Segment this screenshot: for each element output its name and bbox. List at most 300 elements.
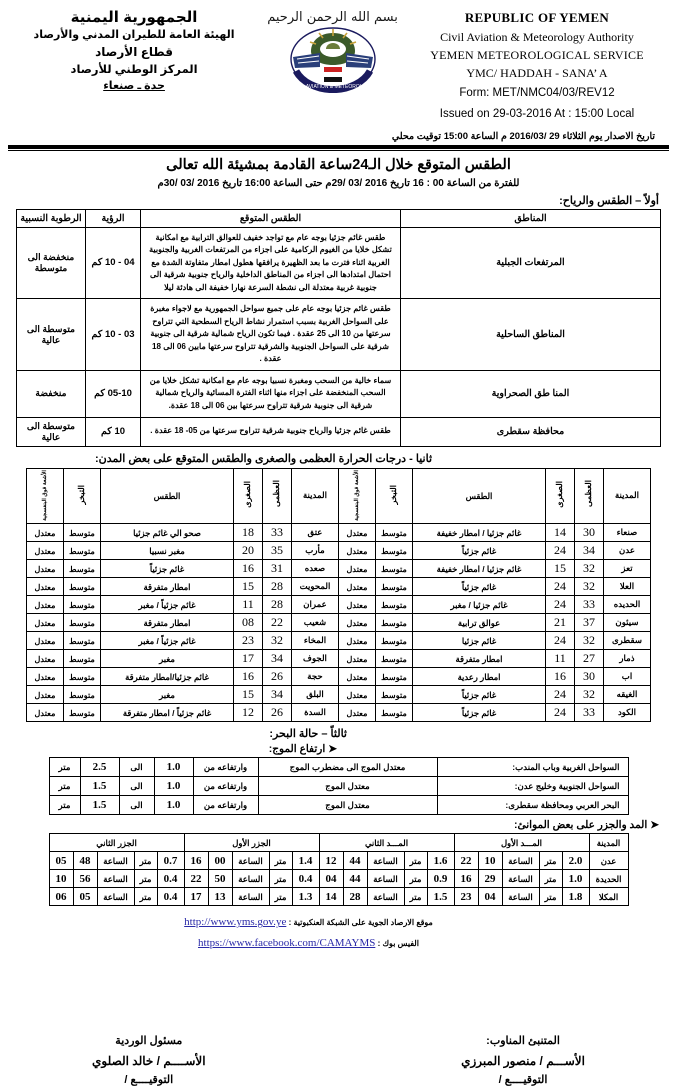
table-header-row: [49, 834, 628, 852]
tide2-meters: 1.5: [427, 888, 454, 906]
city-uv: معتدل: [339, 578, 376, 596]
city-max-temp: 30: [575, 524, 604, 542]
ebb1-hours: 16: [184, 852, 208, 870]
col-uv-label-right: الأشعة فوق البنفسجية: [354, 469, 360, 521]
table-row: [27, 614, 651, 632]
city-uv: معتدل: [27, 560, 64, 578]
city-uv: معتدل: [339, 704, 376, 722]
tide1-minutes: 29: [478, 870, 502, 888]
validity-period: للفترة من الساعة 00 : 16 تاريخ 2016 /03 /29م حتى الساعة 16:00 تاريخ 2016 /03 /30م: [157, 177, 520, 189]
city-name: تعز: [604, 560, 651, 578]
city-uv: معتدل: [27, 650, 64, 668]
city-uv: معتدل: [27, 668, 64, 686]
city-evaporation: متوسط: [64, 524, 101, 542]
table-row: [17, 370, 661, 417]
office-code-en: YMC/ HADDAH - SANA’ A: [466, 65, 608, 80]
tide2-minutes: 44: [343, 870, 367, 888]
city-evaporation: متوسط: [376, 686, 413, 704]
table-row: [27, 560, 651, 578]
service-name-en: YEMEN METEOROLOGICAL SERVICE: [430, 47, 644, 62]
wave-state: معتدل الموج: [258, 777, 437, 796]
ebb1-hours: 22: [184, 870, 208, 888]
hour-label: الساعة: [97, 870, 134, 888]
col-min-label-right: الصغرى: [555, 480, 564, 508]
tide2-minutes: 28: [343, 888, 367, 906]
city-min-temp: 24: [546, 596, 575, 614]
city-min-temp: 14: [546, 524, 575, 542]
meter-unit: متر: [269, 888, 292, 906]
city-weather: غائم جزئياً: [413, 686, 546, 704]
coast-name: السواحل الغربية وباب المندب:: [437, 758, 628, 777]
city-max-temp: 32: [575, 560, 604, 578]
city-weather: مغبر: [101, 650, 234, 668]
country-name-en: REPUBLIC OF YEMEN: [464, 10, 610, 25]
city-min-temp: 20: [234, 542, 263, 560]
website-link[interactable]: http://www.yms.gov.ye: [184, 916, 287, 929]
city-evaporation: متوسط: [64, 560, 101, 578]
table-row: [49, 758, 628, 777]
tide2-meters: 1.6: [427, 852, 454, 870]
city-name: عدن: [604, 542, 651, 560]
table-row: [49, 852, 628, 870]
city-max-temp: 22: [263, 614, 292, 632]
city-name: الكود: [604, 704, 651, 722]
col-max-right: [575, 468, 604, 524]
city-min-temp: 16: [234, 668, 263, 686]
region-forecast: سماء خالية من السحب ومغبرة نسبيا بوجه عام مع امكانية تشكل خلايا من السحب المنخفضة على اجزاء منها اثناء الفترة المسائية والرياح شمالية شرقية الى جنوبية شرقية تتراوح سرعتها بين 06 الى 18 عقدة.: [141, 370, 401, 417]
city-uv: معتدل: [339, 596, 376, 614]
region-forecast: طقس غائم جزئيا بوجه عام مع تواجد خفيف للعوالق الترابية مع امكانية تشكل خلايا من الغيوم الركامية على اجزاء من المرتفعات الغربية والجنوبية الغربية اثناء فترت ما بعد الظهيرة يرافقها هطول امطار متفاوتة الشدة مع احتمال امتدادها الى اجزاء من المناطق الداخلية والرياح جنوبية شرقية الى جنوبية غربية معتدلة الى نشطة السرعة نهارا خفيفة الى هادئة ليلا: [141, 227, 401, 299]
meter-unit: متر: [404, 870, 427, 888]
table-header-row: [27, 468, 651, 524]
city-max-temp: 26: [263, 704, 292, 722]
cities-temperature-table: [26, 468, 651, 723]
city-evaporation: متوسط: [376, 614, 413, 632]
issued-on-en: Issued on 29-03-2016 At : 15:00 Local: [439, 108, 635, 121]
table-row: [27, 524, 651, 542]
table-row: [27, 686, 651, 704]
city-evaporation: متوسط: [376, 704, 413, 722]
city-uv: معتدل: [339, 668, 376, 686]
table-row: [27, 542, 651, 560]
facebook-row: [0, 933, 617, 954]
city-name: العلا: [604, 578, 651, 596]
city-uv: معتدل: [339, 632, 376, 650]
city-name: المخاء: [292, 632, 339, 650]
header-arabic-block: [10, 8, 258, 95]
table-row: [17, 417, 661, 446]
tide1-hours: 22: [454, 852, 478, 870]
city-uv: معتدل: [27, 524, 64, 542]
city-max-temp: 30: [575, 668, 604, 686]
table-row: [27, 578, 651, 596]
ebb2-minutes: 48: [73, 852, 97, 870]
tide1-minutes: 04: [478, 888, 502, 906]
ebb1-minutes: 50: [208, 870, 232, 888]
city-name: حجة: [292, 668, 339, 686]
city-evaporation: متوسط: [376, 668, 413, 686]
city-weather: غائم جزئيا / امطار خفيفة: [413, 560, 546, 578]
tide1-meters: 1.8: [562, 888, 589, 906]
city-min-temp: 16: [234, 560, 263, 578]
city-name: سقطرى: [604, 632, 651, 650]
height-unit: متر: [49, 796, 80, 815]
regions-weather-table: [16, 209, 661, 447]
ebb1-meters: 0.4: [292, 870, 319, 888]
city-weather: امطار رعدية: [413, 668, 546, 686]
height-to-label: الى: [119, 796, 154, 815]
col-evap-left: [64, 468, 101, 524]
city-weather: امطار متفرقة: [101, 614, 234, 632]
col-uv-right: [339, 468, 376, 524]
city-max-temp: 28: [263, 596, 292, 614]
hour-label: الساعة: [97, 852, 134, 870]
col-regions: المناطق: [401, 209, 661, 227]
supervisor-sign-line: التوقيــــع /: [124, 1074, 174, 1087]
height-to-value: 2.5: [80, 758, 119, 777]
city-min-temp: 23: [234, 632, 263, 650]
col-uv-left: [27, 468, 64, 524]
ebb2-meters: 0.4: [157, 870, 184, 888]
city-uv: معتدل: [339, 686, 376, 704]
city-uv: معتدل: [27, 686, 64, 704]
section3-label: ثالثاً – حالة البحر:: [269, 728, 347, 741]
wave-state: معتدل الموج الى مضطرب الموج: [258, 758, 437, 777]
city-max-temp: 35: [263, 542, 292, 560]
col-humidity: الرطوبة النسبية: [17, 209, 86, 227]
meter-unit: متر: [269, 870, 292, 888]
tide2-hours: 04: [319, 870, 343, 888]
shift-supervisor-signature: [92, 1032, 206, 1090]
city-weather: عوالق ترابية: [413, 614, 546, 632]
city-min-temp: 21: [546, 614, 575, 632]
tide2-minutes: 44: [343, 852, 367, 870]
col-forecast: الطقس المتوقع: [141, 209, 401, 227]
city-uv: معتدل: [339, 524, 376, 542]
meter-unit: متر: [134, 870, 157, 888]
region-name: محافظة سقطرى: [401, 417, 661, 446]
forecaster-sign-line: التوقيــــع /: [498, 1074, 548, 1087]
authority-name-ar: الهيئة العامة للطيران المدني والأرصاد: [33, 29, 235, 42]
col-ebb2: الجزر الثاني: [49, 834, 184, 852]
city-weather: غائم جزئياً / مغبر: [101, 632, 234, 650]
col-min-right: [546, 468, 575, 524]
city-evaporation: متوسط: [64, 650, 101, 668]
city-weather: مغبر نسبيا: [101, 542, 234, 560]
region-name: المناطق الساحلية: [401, 299, 661, 371]
city-uv: معتدل: [339, 650, 376, 668]
city-max-temp: 32: [263, 632, 292, 650]
ebb1-hours: 17: [184, 888, 208, 906]
city-uv: معتدل: [339, 614, 376, 632]
city-name: سيئون: [604, 614, 651, 632]
city-max-temp: 34: [263, 686, 292, 704]
section1-label: أولاً – الطقس والرياح:: [559, 194, 659, 207]
section2-label: ثانيا - درجات الحرارة العظمى والصغرى والطقس المتوقع على بعض المدن:: [94, 452, 433, 465]
country-name-ar: الجمهورية اليمنية: [70, 9, 198, 26]
height-to-value: 1.5: [80, 777, 119, 796]
city-min-temp: 15: [234, 578, 263, 596]
col-max-label-right: العظمى: [584, 480, 593, 508]
region-humidity: منخفضة الى متوسطة: [17, 227, 86, 299]
city-uv: معتدل: [339, 542, 376, 560]
city-max-temp: 32: [575, 632, 604, 650]
city-weather: امطار متفرقة: [413, 650, 546, 668]
col-evap-label-right: التبخر: [389, 485, 398, 505]
bullet-icon: ➤: [650, 819, 659, 832]
city-min-temp: 18: [234, 524, 263, 542]
city-uv: معتدل: [339, 560, 376, 578]
city-max-temp: 27: [575, 650, 604, 668]
col-tide2: المـــد الثاني: [319, 834, 454, 852]
hour-label: الساعة: [97, 888, 134, 906]
city-evaporation: متوسط: [64, 542, 101, 560]
height-unit: متر: [49, 777, 80, 796]
height-from-label: وارتفاعه من: [193, 758, 258, 777]
city-uv: معتدل: [27, 578, 64, 596]
region-name: المنا طق الصحراوية: [401, 370, 661, 417]
city-name: المحويت: [292, 578, 339, 596]
city-max-temp: 26: [263, 668, 292, 686]
table-row: [49, 796, 628, 815]
ebb2-minutes: 56: [73, 870, 97, 888]
city-name: الغيقه: [604, 686, 651, 704]
city-evaporation: متوسط: [64, 686, 101, 704]
table-row: [27, 704, 651, 722]
website-row: [0, 912, 617, 933]
region-visibility: 03 - 10 كم: [86, 299, 141, 371]
city-uv: معتدل: [27, 542, 64, 560]
city-max-temp: 32: [575, 686, 604, 704]
height-to-label: الى: [119, 758, 154, 777]
city-weather: غائم جزئيا / امطار خفيفة: [413, 524, 546, 542]
city-min-temp: 16: [546, 668, 575, 686]
height-to-value: 1.5: [80, 796, 119, 815]
city-name: صنعاء: [604, 524, 651, 542]
city-weather: صحو الي غائم جزئيا: [101, 524, 234, 542]
col-tide1: المـــد الأول: [454, 834, 589, 852]
city-weather: غائم جزئياً / مغبر: [101, 596, 234, 614]
hour-label: الساعة: [367, 870, 404, 888]
camays-emblem-icon: [290, 27, 376, 93]
facebook-label: الفيس بوك :: [377, 939, 419, 949]
basmala-calligraphy: بسم الله الرحمن الرحيم: [267, 10, 398, 25]
issued-on-ar: تاريخ الاصدار يوم الثلاثاء 29 /2016/03 م الساعة 15:00 توقيت محلي: [391, 130, 655, 142]
city-max-temp: 28: [263, 578, 292, 596]
city-uv: معتدل: [27, 704, 64, 722]
wave-height-label: [0, 743, 337, 755]
ebb1-minutes: 13: [208, 888, 232, 906]
region-visibility: 05-10 كم: [86, 370, 141, 417]
col-weather-right: الطقس: [413, 468, 546, 524]
ebb1-meters: 1.3: [292, 888, 319, 906]
city-max-temp: 37: [575, 614, 604, 632]
city-weather: غائم جزئياً: [101, 560, 234, 578]
col-city-right: المدينة: [604, 468, 651, 524]
col-visibility: الرؤية: [86, 209, 141, 227]
authority-name-en: Civil Aviation & Meteorology Authority: [440, 29, 634, 44]
city-evaporation: متوسط: [376, 560, 413, 578]
region-name: المرتفعات الجبلية: [401, 227, 661, 299]
page-title: الطقس المتوقع خلال الـ24ساعة القادمة بمشيئة الله تعالى: [166, 156, 511, 173]
meter-unit: متر: [404, 852, 427, 870]
city-min-temp: 08: [234, 614, 263, 632]
city-max-temp: 32: [575, 578, 604, 596]
hour-label: الساعة: [367, 888, 404, 906]
city-weather: غائم جزئياً: [413, 542, 546, 560]
supervisor-name: الأســــم / خالد الصلوي: [92, 1053, 206, 1068]
sector-name-ar: قطاع الأرصاد: [95, 45, 173, 60]
tide2-hours: 12: [319, 852, 343, 870]
city-min-temp: 15: [546, 560, 575, 578]
city-min-temp: 17: [234, 650, 263, 668]
ebb2-meters: 0.7: [157, 852, 184, 870]
col-evap-label-left: التبخر: [77, 485, 86, 505]
city-min-temp: 24: [546, 686, 575, 704]
city-name: البلق: [292, 686, 339, 704]
meter-unit: متر: [539, 852, 562, 870]
table-row: [27, 596, 651, 614]
coast-name: السواحل الجنوبية وخليج عدن:: [437, 777, 628, 796]
meter-unit: متر: [404, 888, 427, 906]
region-forecast: طقس غائم جزئيا والرياح جنوبية شرقية تتراوح سرعتها من 05- 18 عقدة .: [141, 417, 401, 446]
city-weather: غائم جزئيا: [413, 632, 546, 650]
city-weather: امطار متفرقة: [101, 578, 234, 596]
col-max-left: [263, 468, 292, 524]
table-row: [27, 632, 651, 650]
city-min-temp: 24: [546, 704, 575, 722]
city-evaporation: متوسط: [376, 650, 413, 668]
ebb2-hours: 10: [49, 870, 73, 888]
table-row: [27, 650, 651, 668]
height-from-value: 1.0: [154, 777, 193, 796]
col-evap-right: [376, 468, 413, 524]
tides-table: [49, 833, 629, 906]
facebook-link[interactable]: https://www.facebook.com/CAMAYMS: [198, 937, 376, 950]
city-name: اب: [604, 668, 651, 686]
city-min-temp: 11: [546, 650, 575, 668]
form-number: Form: MET/NMC04/03/REV12: [459, 86, 615, 99]
city-evaporation: متوسط: [64, 704, 101, 722]
city-min-temp: 15: [234, 686, 263, 704]
forecaster-role: المتنبئ المناوب:: [486, 1035, 560, 1048]
port-name: عدن: [589, 852, 628, 870]
meter-unit: متر: [269, 852, 292, 870]
header-english-block: [407, 8, 667, 125]
table-row: [27, 668, 651, 686]
city-evaporation: متوسط: [376, 632, 413, 650]
hour-label: الساعة: [232, 888, 269, 906]
city-evaporation: متوسط: [376, 524, 413, 542]
table-header-row: [17, 209, 661, 227]
col-uv-label-left: الأشعة فوق البنفسجية: [42, 469, 48, 521]
city-min-temp: 24: [546, 632, 575, 650]
port-name: الحديدة: [589, 870, 628, 888]
city-max-temp: 34: [575, 542, 604, 560]
city-max-temp: 34: [263, 650, 292, 668]
city-evaporation: متوسط: [64, 668, 101, 686]
city-min-temp: 11: [234, 596, 263, 614]
tides-label: [0, 819, 659, 831]
bullet-icon: ➤: [328, 743, 337, 756]
hour-label: الساعة: [502, 888, 539, 906]
city-uv: معتدل: [27, 596, 64, 614]
city-name: مأرب: [292, 542, 339, 560]
document-header: [0, 0, 677, 125]
col-min-left: [234, 468, 263, 524]
hour-label: الساعة: [367, 852, 404, 870]
tide1-meters: 2.0: [562, 852, 589, 870]
ebb2-minutes: 05: [73, 888, 97, 906]
city-weather: مغبر: [101, 686, 234, 704]
coast-name: البحر العربي ومحافظة سقطرى:: [437, 796, 628, 815]
height-to-label: الى: [119, 777, 154, 796]
footer-links: [0, 912, 677, 954]
city-evaporation: متوسط: [376, 596, 413, 614]
city-uv: معتدل: [27, 632, 64, 650]
city-uv: معتدل: [27, 614, 64, 632]
supervisor-role: مسئول الوردية: [115, 1035, 183, 1048]
city-evaporation: متوسط: [64, 596, 101, 614]
col-city: المدينة: [589, 834, 628, 852]
svg-text:CIVIL AVIATION & METEOROLOGY: CIVIL AVIATION & METEOROLOGY: [291, 84, 374, 90]
region-humidity: منخفضة: [17, 370, 86, 417]
city-weather: غائم جزئيا / مغبر: [413, 596, 546, 614]
city-min-temp: 12: [234, 704, 263, 722]
city-min-temp: 24: [546, 578, 575, 596]
city-weather: غائم جزئياً: [413, 578, 546, 596]
city-name: صعده: [292, 560, 339, 578]
forecaster-signature: [461, 1032, 585, 1090]
height-from-value: 1.0: [154, 758, 193, 777]
table-row: [49, 777, 628, 796]
city-min-temp: 24: [546, 542, 575, 560]
ebb1-meters: 1.4: [292, 852, 319, 870]
hour-label: الساعة: [232, 852, 269, 870]
header-divider-thick: [8, 145, 669, 149]
table-row: [49, 888, 628, 906]
signature-block: [0, 1032, 677, 1090]
city-max-temp: 33: [575, 596, 604, 614]
city-name: الحديده: [604, 596, 651, 614]
tide2-meters: 0.9: [427, 870, 454, 888]
region-humidity: متوسطة الى عالية: [17, 299, 86, 371]
wave-state: معتدل الموج: [258, 796, 437, 815]
city-name: عتق: [292, 524, 339, 542]
city-evaporation: متوسط: [64, 578, 101, 596]
city-name: الجوف: [292, 650, 339, 668]
meter-unit: متر: [134, 852, 157, 870]
city-name: عمران: [292, 596, 339, 614]
ebb2-meters: 0.4: [157, 888, 184, 906]
city-weather: غائم جزئياً / امطار متفرقة: [101, 704, 234, 722]
city-max-temp: 31: [263, 560, 292, 578]
city-max-temp: 33: [263, 524, 292, 542]
meter-unit: متر: [134, 888, 157, 906]
meter-unit: متر: [539, 870, 562, 888]
height-from-label: وارتفاعه من: [193, 777, 258, 796]
wave-height-text: ارتفاع الموج:: [268, 743, 326, 756]
hour-label: الساعة: [232, 870, 269, 888]
ebb2-hours: 05: [49, 852, 73, 870]
col-min-label-left: الصغرى: [243, 480, 252, 508]
tide2-hours: 14: [319, 888, 343, 906]
region-forecast: طقس غائم جزئيا بوجه عام على جميع سواحل الجمهورية مع لاجواء مغبرة على السواحل الغربية بسبب استمرار نشاط الرياح السطحية التي تتراوح سرعتها من 10 الى 25 عقدة . فيما تكون الرياح شمالية شرقية الى جنوبية شرقية على السواحل الجنوبية والشرقية تتراوح سرعتها مابين 06 الى 18 عقدة .: [141, 299, 401, 371]
tide1-hours: 16: [454, 870, 478, 888]
city-max-temp: 33: [575, 704, 604, 722]
region-visibility: 10 كم: [86, 417, 141, 446]
forecaster-name: الأســـم / منصور المبرزي: [461, 1053, 585, 1068]
